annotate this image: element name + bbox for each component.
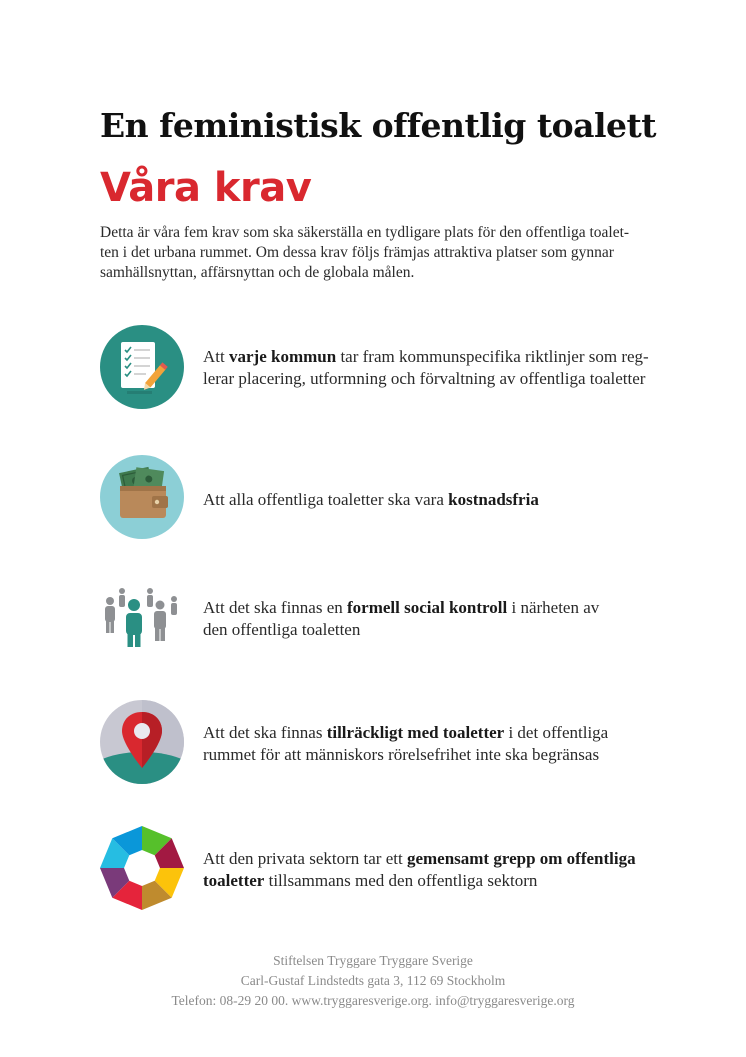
emphasis-text: toaletter	[203, 870, 265, 890]
wallet-icon	[100, 455, 184, 539]
global-goals-wheel-icon	[100, 826, 184, 910]
document-title: En feministisk offentlig toalett	[100, 106, 657, 145]
requirement-line	[203, 368, 653, 390]
requirement-item	[100, 325, 660, 415]
body-text: Att	[203, 347, 229, 366]
footer-contact: Telefon: 08-29 20 00. www.tryggaresverige.org. info@tryggaresverige.org	[171, 993, 575, 1008]
map-pin-icon	[100, 700, 184, 784]
requirement-line	[203, 597, 653, 619]
intro-line: Detta är våra fem krav som ska säkerställa en tydligare plats för den offentliga toalet-	[100, 224, 630, 241]
requirement-text	[203, 597, 653, 640]
body-text: lerar placering, utformning och förvaltning av offentliga toaletter	[203, 368, 646, 388]
body-text: Att den privata sektorn tar ett	[203, 849, 407, 868]
intro-line: ten i det urbana rummet. Om dessa krav följs främjas attraktiva platser som gynnar	[100, 244, 614, 261]
body-text: i närheten av	[507, 598, 600, 617]
requirement-text	[203, 722, 653, 765]
emphasis-text: formell social kontroll	[347, 598, 508, 617]
checklist-icon	[100, 325, 184, 409]
footer	[100, 951, 646, 1011]
requirement-line	[203, 619, 653, 641]
body-text: rummet för att människors rörelsefrihet inte ska begränsas	[203, 744, 600, 764]
body-text: Att alla offentliga toaletter ska vara	[203, 490, 449, 509]
body-text: i det offentliga	[504, 723, 609, 742]
footer-organization: Stiftelsen Tryggare Tryggare Sverige	[273, 953, 473, 968]
requirement-text	[203, 489, 653, 511]
requirement-item	[100, 455, 660, 545]
requirement-line	[203, 744, 653, 766]
body-text: Att det ska finnas	[203, 723, 327, 742]
intro-line: samhällsnyttan, affärsnyttan och de globala målen.	[100, 264, 415, 281]
requirement-item	[100, 826, 660, 916]
requirement-item	[100, 585, 660, 675]
footer-address: Carl-Gustaf Lindstedts gata 3, 112 69 Stockholm	[240, 973, 506, 988]
emphasis-text: varje kommun	[228, 347, 337, 366]
requirement-text	[203, 848, 653, 891]
emphasis-text: gemensamt grepp om offentliga	[406, 849, 636, 868]
requirement-text	[203, 346, 653, 389]
body-text: tar fram kommunspecifika riktlinjer som reg-	[336, 347, 649, 366]
body-text: den offentliga toaletten	[203, 619, 361, 639]
requirement-line	[203, 870, 653, 892]
body-text: Att det ska finnas en	[203, 598, 347, 617]
document-subtitle: Våra krav	[100, 165, 312, 211]
requirement-line	[203, 489, 653, 511]
requirement-line	[203, 848, 653, 870]
intro-paragraph	[100, 223, 660, 283]
requirement-item	[100, 700, 660, 790]
body-text: tillsammans med den offentliga sektorn	[264, 870, 538, 890]
requirement-line	[203, 346, 653, 368]
requirement-line	[203, 722, 653, 744]
emphasis-text: kostnadsfria	[448, 490, 539, 509]
people-group-icon	[100, 585, 184, 669]
emphasis-text: tillräckligt med toaletter	[326, 723, 505, 742]
